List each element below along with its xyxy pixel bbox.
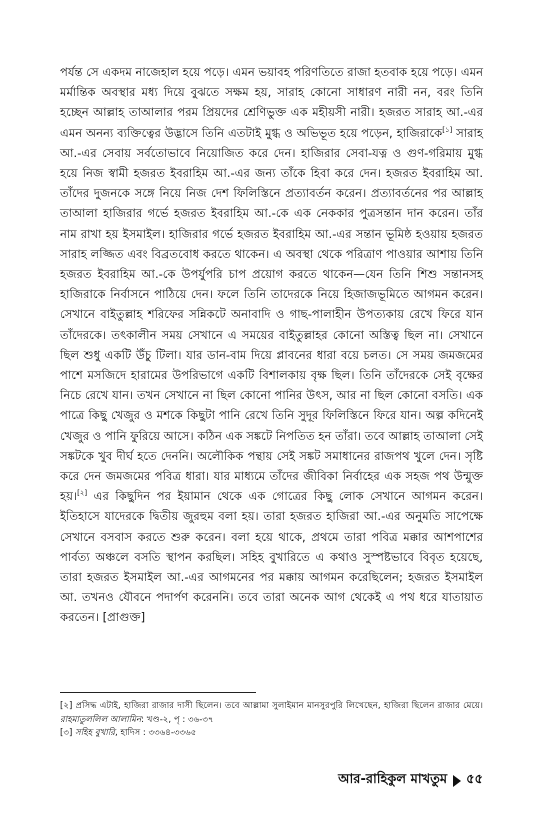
page-footer bbox=[338, 770, 483, 791]
footnote-2-tail: , হাদিস : ৩৩৬৪-৩৩৬৫ bbox=[115, 728, 197, 739]
footnote-divider bbox=[60, 692, 256, 693]
footnote-1-source: রাহমাতুললিল আলামিন bbox=[60, 714, 142, 725]
footnote-2-prefix: [৩] bbox=[60, 728, 76, 739]
footnotes bbox=[60, 700, 483, 741]
footnote-ref-2[interactable]: [২] bbox=[77, 489, 88, 498]
footnote-2 bbox=[60, 727, 483, 741]
footnote-1-tail: : খণ্ড-২, পৃ : ৩৬-৩৭ bbox=[141, 714, 214, 725]
footnote-ref-1[interactable]: [১] bbox=[442, 125, 453, 134]
footnote-1-text: [২] প্রসিদ্ধ এটাই, হাজিরা রাজার দাসী ছিলেন। তবে আল্লামা সুলাইমান মানসুরপুরি লিখেছেন, হাজিরা ছিলেন রাজার মেয়ে। bbox=[60, 701, 483, 711]
body-text-part-3: এর কিছুদিন পর ইয়ামান থেকে এক গোত্রের কিছু লোক সেখানে আগমন করেন। ইতিহাসে যাদেরকে দ্বিতীয় জুরহুম বলা হয়। তারা হজরত হাজিরা আ.-এর অনুমতি সাপেক্ষে সেখানে বসবাস করতে শুরু করেন। বলা হয়ে থাকে, প্রথমে তারা পবিত্র মক্কার আশপাশের পার্বত্য অঞ্চলে বসতি স্থাপন করছিল। সহিহ বুখারিতে এ কথাও সুস্পষ্টভাবে বিবৃত হয়েছে, তারা হজরত ইসমাইল আ.-এর আগমনের পর মক্কায় আগমন করেছিলেন; হজরত ইসমাইল আ. তখনও যৌবনে পদার্পণ করেননি। তবে তারা অনেক আগ থেকেই এ পথ ধরে যাতায়াত করতেন। [প্রাগুক্ত] bbox=[60, 489, 483, 625]
footnote-1 bbox=[60, 700, 483, 727]
body-text-part-1: পর্যন্ত সে একদম নাজেহাল হয়ে পড়ে। এমন ভয়াবহ পরিণতিতে রাজা হতবাক হয়ে পড়ে। এমন মর্মান্তিক অবস্থার মধ্য দিয়ে বুঝতে সক্ষম হয়, সারাহ কোনো সাধারণ নারী নন, বরং তিনি হচ্ছেন আল্লাহ তাআলার পরম প্রিয়দের শ্রেণিভুক্ত এক মহীয়সী নারী। হজরত সারাহ আ.-এর এমন অনন্য ব্যক্তিত্বের উদ্ভাসে তিনি এতটাই মুগ্ধ ও অভিভূত হয়ে পড়েন, হাজিরাকে bbox=[60, 65, 483, 140]
body-text-part-2: সারাহ আ.-এর সেবায় সর্বতোভাবে নিয়োজিত করে দেন। হাজিরার সেবা-যত্ন ও গুণ-গরিমায় মুগ্ধ হয়ে নিজ স্বামী হজরত ইবরাহিম আ.-এর জন্য তাঁকে হিবা করে দেন। হজরত ইবরাহিম আ. তাঁদের দুজনকে সঙ্গে নিয়ে নিজ দেশ ফিলিস্তিনে প্রত্যাবর্তন করেন। প্রত্যাবর্তনের পর আল্লাহ তাআলা হাজিরার গর্ভে হজরত ইবরাহিম আ.-কে এক নেককার পুত্রসন্তান দান করেন। তাঁর নাম রাখা হয় ইসমাইল। হাজিরার গর্ভে হজরত ইবরাহিম আ.-এর সন্তান ভূমিষ্ঠ হওয়ায় হজরত সারাহ লজ্জিত এবং বিব্রতবোধ করতে থাকেন। এ অবস্থা থেকে পরিত্রাণ পাওয়ার আশায় তিনি হজরত ইবরাহিম আ.-কে উপর্যুপরি চাপ প্রয়োগ করতে থাকেন—যেন তিনি শিশু সন্তানসহ হাজিরাকে নির্বাসনে পাঠিয়ে দেন। ফলে তিনি তাদেরকে নিয়ে হিজাজভূমিতে আগমন করেন। সেখানে বাইতুল্লাহ শরিফের সন্নিকটে অনাবাদি ও গাছ-পালাহীন উপত্যকায় রেখে ফিরে যান তাঁদেরকে। তৎকালীন সময় সেখানে এ সময়ের বাইতুল্লাহর কোনো অস্তিত্ব ছিল না। সেখানে ছিল শুধু একটি উঁচু টিলা। যার ডান-বাম দিয়ে প্লাবনের ধারা বয়ে চলত। সে সময় জমজমের পাশে মসজিদে হারামের উপরিভাগে একটি বিশালকায় বৃক্ষ ছিল। তিনি তাঁদেরকে সেই বৃক্ষের নিচে রেখে যান। তখন সেখানে না ছিল কোনো পানির উৎস, আর না ছিল কোনো বসতি। এক পাত্রে কিছু খেজুর ও মশকে কিছুটা পানি রেখে তিনি সুদূর ফিলিস্তিনে ফিরে যান। অল্প কদিনেই খেজুর ও পানি ফুরিয়ে আসে। কঠিন এক সঙ্কটে নিপতিত হন তাঁরা। তবে আল্লাহ তাআলা সেই সঙ্কটকে খুব দীর্ঘ হতে দেননি। অলৌকিক পন্থায় সেই সঙ্কট সমাধানের রাজপথ খুলে দেন। সৃষ্টি করে দেন জমজমের পবিত্র ধারা। যার মাধ্যমে তাঁদের জীবিকা নির্বাহের এক সহজ পথ উন্মুক্ত হয়। bbox=[60, 125, 483, 504]
page-number: ৫৫ bbox=[466, 772, 483, 787]
main-body-text bbox=[60, 62, 483, 628]
footnote-2-source: সহিহ বুখারি bbox=[75, 728, 116, 739]
book-title: আর-রাহিকুল মাখতুম bbox=[338, 772, 448, 787]
triangle-right-icon bbox=[453, 775, 461, 787]
